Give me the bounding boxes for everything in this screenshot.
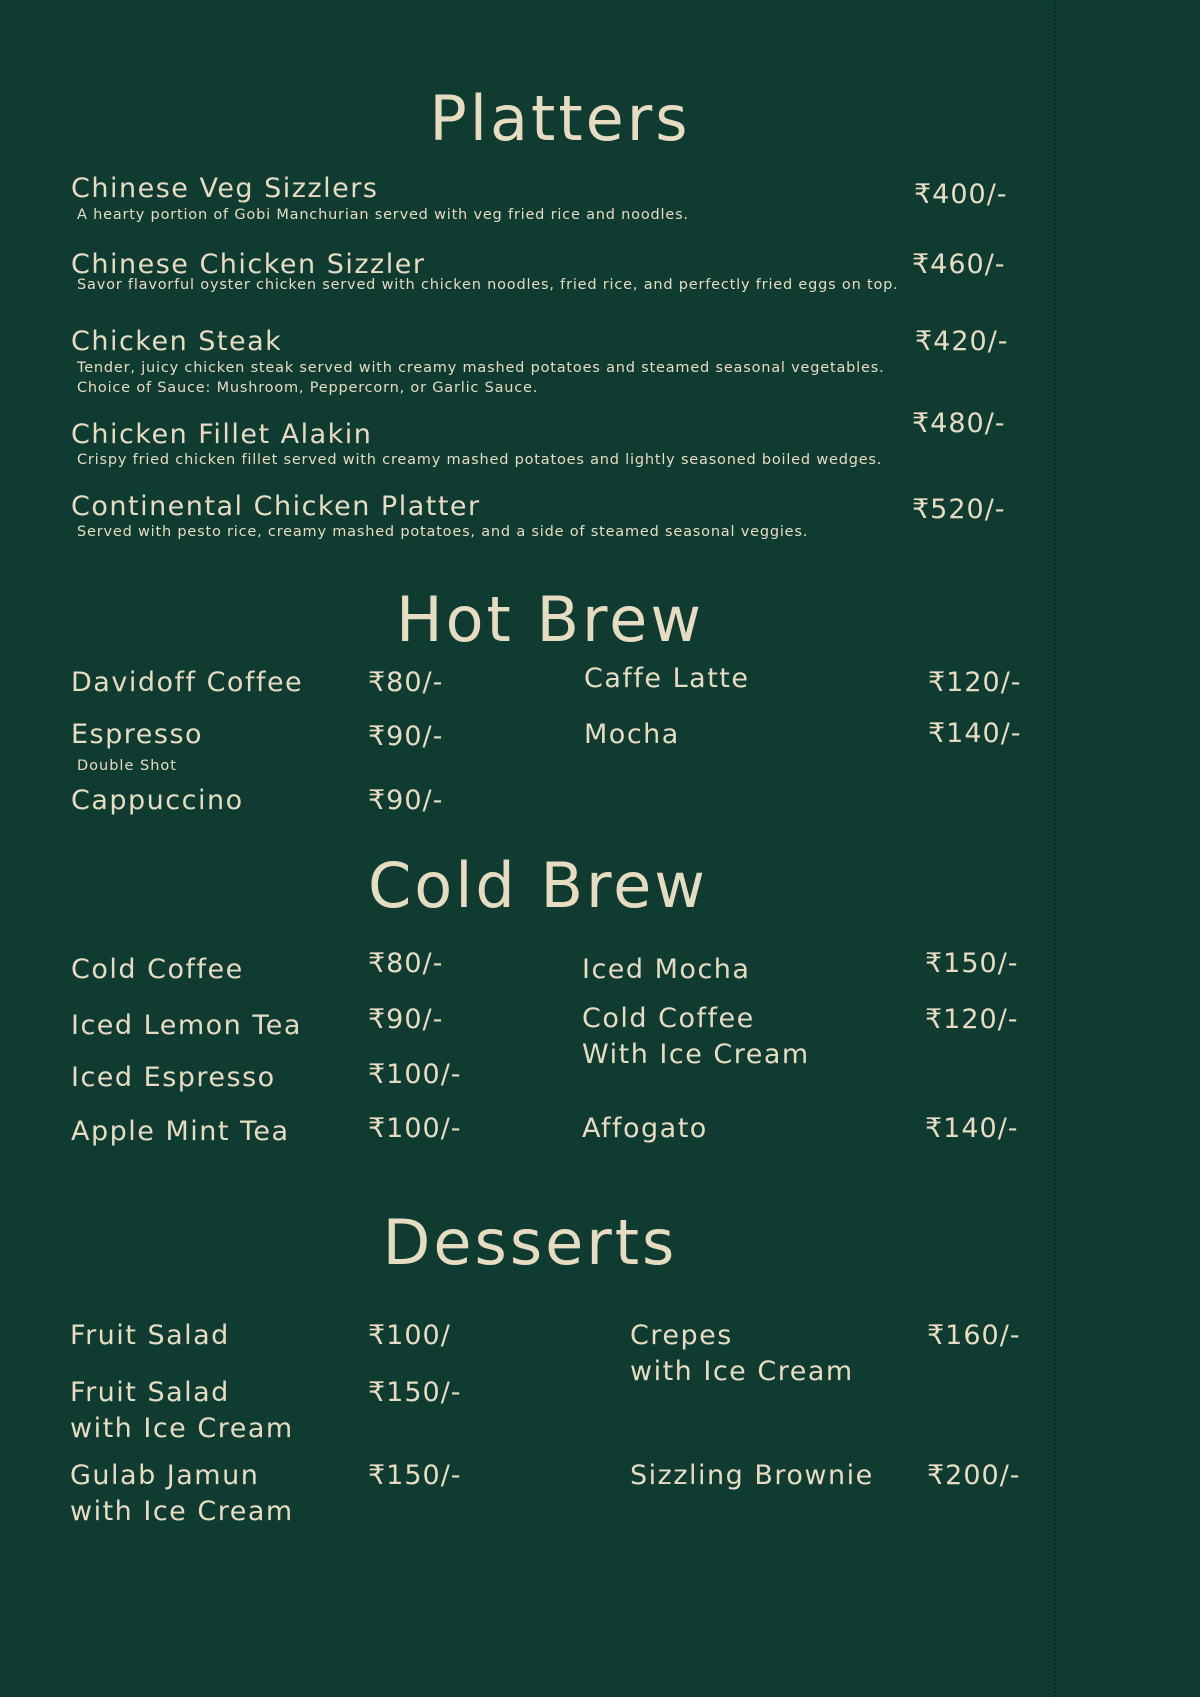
item-name: Iced Mocha [582,954,751,985]
item-description-line-2: Choice of Sauce: Mushroom, Peppercorn, or Garlic Sauce. [77,380,539,396]
item-name: Crepes [630,1320,733,1351]
item-price: ₹140/- [925,1113,1019,1144]
section-title-desserts: Desserts [382,1206,678,1279]
item-description: Tender, juicy chicken steak served with creamy mashed potatoes and steamed seasonal vegetables. [77,360,885,376]
item-price: ₹460/- [912,249,1006,280]
item-price: ₹80/- [368,948,444,979]
item-price: ₹140/- [928,718,1022,749]
item-name: Fruit Salad [70,1320,230,1351]
item-name-line-2: with Ice Cream [70,1413,294,1444]
item-name: Cappuccino [71,785,244,816]
item-name: Iced Espresso [71,1062,276,1093]
section-title-hot-brew: Hot Brew [395,583,705,656]
item-name: Sizzling Brownie [630,1460,874,1491]
item-name: Mocha [584,719,680,750]
item-description: Savor flavorful oyster chicken served with chicken noodles, fried rice, and perfectly fried eggs on top. [77,277,899,293]
item-price: ₹90/- [368,785,444,816]
item-price: ₹90/- [368,1004,444,1035]
item-description: A hearty portion of Gobi Manchurian served with veg fried rice and noodles. [77,207,689,223]
item-price: ₹100/ [368,1320,451,1351]
item-name: Cold Coffee [71,954,244,985]
item-name: Davidoff Coffee [71,667,304,698]
item-price: ₹150/- [368,1460,462,1491]
item-name: Chicken Fillet Alakin [71,419,373,450]
item-name: Caffe Latte [584,663,750,694]
item-name: Gulab Jamun [70,1460,260,1491]
item-note: Double Shot [77,758,177,774]
item-price: ₹100/- [368,1113,462,1144]
item-price: ₹90/- [368,721,444,752]
item-name-line-2: With Ice Cream [582,1039,810,1070]
item-name-line-2: with Ice Cream [70,1496,294,1527]
item-price: ₹120/- [928,667,1022,698]
item-price: ₹160/- [927,1320,1021,1351]
item-name: Continental Chicken Platter [71,491,481,522]
item-price: ₹520/- [912,494,1006,525]
item-price: ₹200/- [927,1460,1021,1491]
section-title-platters: Platters [429,82,691,155]
item-name: Affogato [582,1113,708,1144]
item-name: Chinese Veg Sizzlers [71,173,379,204]
item-price: ₹120/- [925,1004,1019,1035]
item-price: ₹420/- [915,326,1009,357]
item-description: Crispy fried chicken fillet served with creamy mashed potatoes and lightly seasoned boiled wedges. [77,452,883,468]
section-title-cold-brew: Cold Brew [367,849,709,922]
item-price: ₹400/- [914,179,1008,210]
item-name-line-2: with Ice Cream [630,1356,854,1387]
item-name: Espresso [71,719,204,750]
item-price: ₹480/- [912,408,1006,439]
item-name: Iced Lemon Tea [71,1010,302,1041]
item-name: Chicken Steak [71,326,283,357]
item-price: ₹150/- [368,1377,462,1408]
item-name: Chinese Chicken Sizzler [71,249,426,280]
item-price: ₹80/- [368,667,444,698]
page-divider [1054,0,1056,1697]
item-price: ₹100/- [368,1059,462,1090]
item-name: Apple Mint Tea [71,1116,290,1147]
item-name: Cold Coffee [582,1003,755,1034]
item-price: ₹150/- [925,948,1019,979]
item-name: Fruit Salad [70,1377,230,1408]
item-description: Served with pesto rice, creamy mashed potatoes, and a side of steamed seasonal veggies. [77,524,809,540]
